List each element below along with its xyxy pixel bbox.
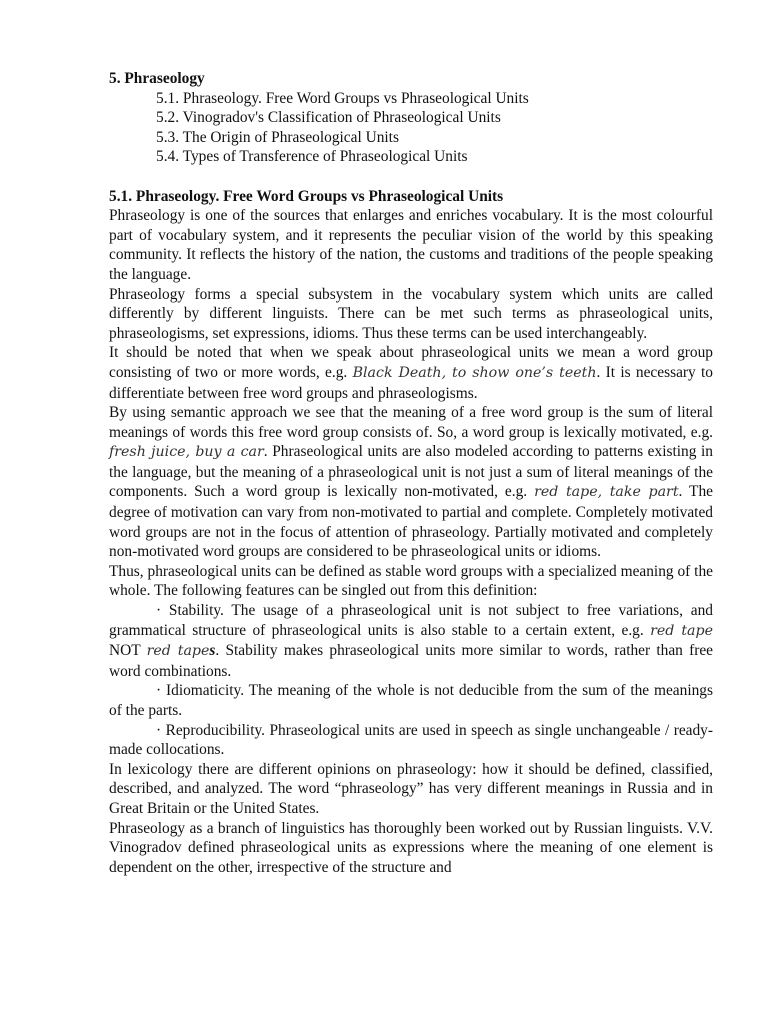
feature-stability (109, 601, 713, 681)
table-of-contents (109, 89, 713, 167)
text-run: It should be noted that when we speak about phraseological units we mean a word group consisting of two or more words, e.g. (109, 344, 713, 381)
text-run: · Stability. The usage of a phraseological unit is not subject to free variations, and grammatical structure of phraseological units is also stable to a certain extent, e.g. (109, 602, 713, 639)
paragraph-3 (109, 343, 713, 403)
text-run: NOT (109, 642, 147, 660)
toc-item: 5.4. Types of Transference of Phraseological Units (156, 148, 468, 166)
example-text: red tape, take part (534, 484, 679, 501)
text-run: . Phraseological units are also modeled according to patterns existing in the language, but the meaning of a phraseological unit is not just a sum of literal meanings of the components. Such a word group is lexically non-motivated, e.g. (109, 443, 713, 501)
paragraph-4 (109, 403, 713, 562)
toc-item: 5.1. Phraseology. Free Word Groups vs Phraseological Units (156, 89, 529, 107)
feature-reproducibility: · Reproducibility. Phraseological units are used in speech as single unchangeable / ready-made collocations. (109, 721, 713, 759)
section-heading: 5.1. Phraseology. Free Word Groups vs Phraseological Units (109, 187, 504, 205)
example-text: red tape (650, 622, 713, 639)
paragraph-6: In lexicology there are different opinions on phraseology: how it should be defined, classified, described, and analyzed. The word “phraseology” has very different meanings in Russia and in Great Britain or the United States. (109, 760, 713, 817)
feature-idiomaticity: · Idiomaticity. The meaning of the whole is not deducible from the sum of the meanings of the parts. (109, 682, 713, 719)
spacer (109, 167, 713, 187)
paragraph-2: Phraseology forms a special subsystem in the vocabulary system which units are called differently by different linguists. There can be met such terms as phraseological units, phraseologisms, set expressions, idioms. Thus these terms can be used interchangeably. (109, 285, 713, 342)
example-text: fresh juice, buy a car (109, 444, 264, 461)
example-text: red tape (146, 643, 210, 660)
text-run: . Stability makes phraseological units more similar to words, rather than free word combinations. (109, 642, 713, 680)
paragraph-5: Thus, phraseological units can be defined as stable word groups with a specialized meaning of the whole. The following features can be singled out from this definition: (109, 562, 713, 600)
chapter-title: 5. Phraseology (109, 70, 205, 87)
document-page (109, 69, 713, 877)
text-run: . The degree of motivation can vary from non-motivated to partial and complete. Completely motivated word groups are not in the focus of attention of phraseology. Partially motivated and completely non-motivated word groups are considered to be phraseological units or idioms. (109, 483, 713, 561)
toc-item: 5.2. Vinogradov's Classification of Phraseological Units (156, 109, 501, 127)
example-text: Black Death, to show one’s teeth (352, 364, 597, 381)
plural-suffix: s (209, 642, 216, 660)
toc-item: 5.3. The Origin of Phraseological Units (156, 128, 399, 146)
paragraph-7: Phraseology as a branch of linguistics has thoroughly been worked out by Russian linguists. V.V. Vinogradov defined phraseological units as expressions where the meaning of one element is dependent on the other, irrespective of the structure and (109, 819, 713, 876)
text-run: By using semantic approach we see that the meaning of a free word group is the sum of literal meanings of words this free word group consists of. So, a word group is lexically motivated, e.g. (109, 404, 713, 441)
paragraph-1: Phraseology is one of the sources that enlarges and enriches vocabulary. It is the most colourful part of vocabulary system, and it represents the peculiar vision of the world by this speaking community. It reflects the history of the nation, the customs and traditions of the people speaking the language. (109, 207, 713, 283)
text-run: . It is necessary to differentiate between free word groups and phraseologisms. (109, 363, 713, 402)
